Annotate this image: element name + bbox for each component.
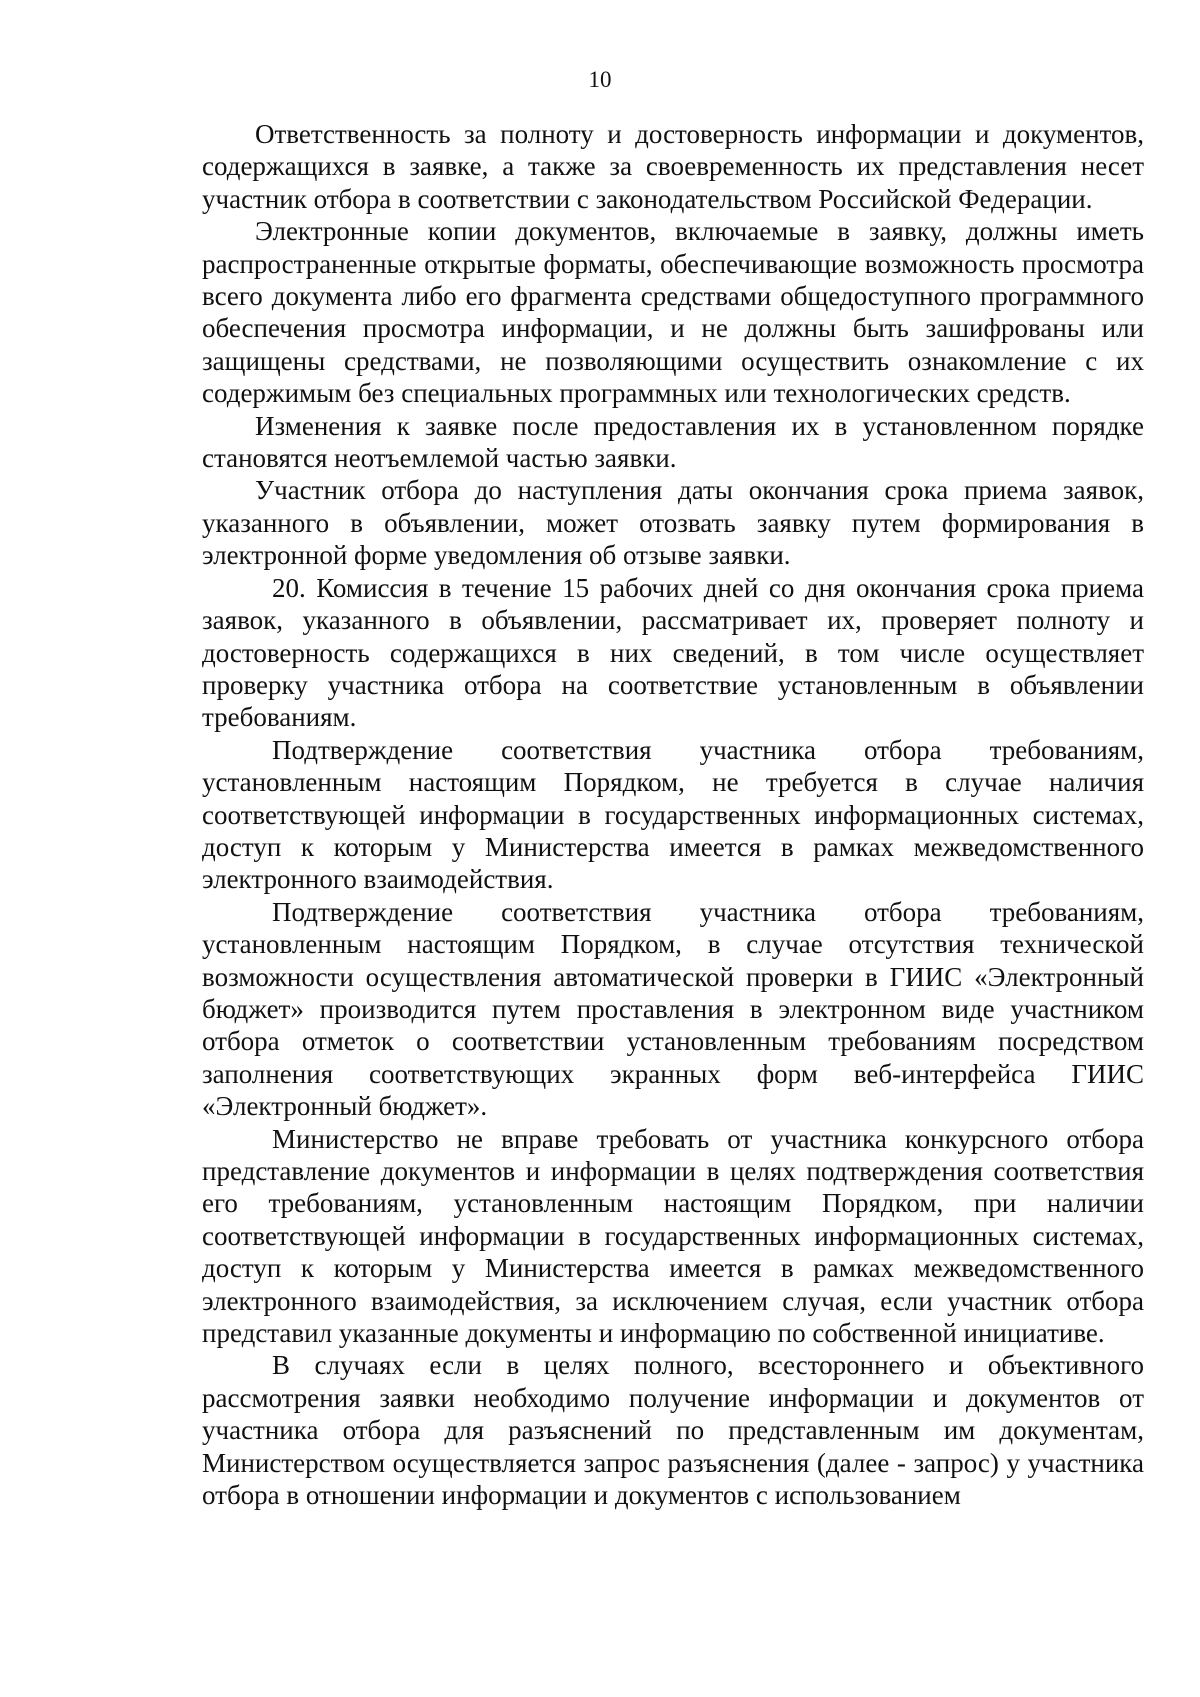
paragraph-ministry-restriction: Министерство не вправе требовать от участника конкурсного отбора представление документов и информации в целях подтверждения соответствия его требованиям, установленным настоящим Порядком, при наличии соответствующей информации в государственных информационных системах, доступ к которым у Министерства имеется в рамках межведомственного электронного взаимодействия, за исключением случая, если участник отбора представил указанные документы и информацию по собственной инициативе. — [202, 1123, 1144, 1349]
paragraph-responsibility: Ответственность за полноту и достоверность информации и документов, содержащихся в заявке, а также за своевременность их представления несет участник отбора в соответствии с законодательством Российской Федерации. — [202, 119, 1144, 214]
paragraph-application-withdrawal: Участник отбора до наступления даты окончания срока приема заявок, указанного в объявлении, может отозвать заявку путем формирования в электронной форме уведомления об отзыве заявки. — [202, 475, 1144, 571]
paragraph-electronic-copies: Электронные копии документов, включаемые в заявку, должны иметь распространенные открытые форматы, обеспечивающие возможность просмотра всего документа либо его фрагмента средствами общедоступного программного обеспечения просмотра информации, и не должны быть зашифрованы или защищены средствами, не позволяющими осуществить ознакомление с их содержимым без специальных программных или технологических средств. — [202, 216, 1144, 409]
paragraph-confirmation-not-required: Подтверждение соответствия участника отбора требованиям, установленным настоящим Порядком, не требуется в случае наличия соответствующей информации в государственных информационных системах, доступ к которым у Министерства имеется в рамках межведомственного электронного взаимодействия. — [202, 734, 1144, 895]
paragraph-clarification-request: В случаях если в целях полного, всестороннего и объективного рассмотрения заявки необходимо получение информации и документов от участника отбора для разъяснений по представленным им документам, Министерством осуществляется запрос разъяснения (далее - запрос) у участника отбора в отношении информации и документов с использованием — [202, 1350, 1144, 1511]
document-body — [202, 118, 1144, 1511]
paragraph-confirmation-giis: Подтверждение соответствия участника отбора требованиям, установленным настоящим Порядком, в случае отсутствия технической возможности осуществления автоматической проверки в ГИИС «Электронный бюджет» производится путем проставления в электронном виде участником отбора отметок о соответствии установленным требованиям посредством заполнения соответствующих экранных форм веб-интерфейса ГИИС «Электронный бюджет». — [202, 896, 1144, 1122]
paragraph-item-20: 20. Комиссия в течение 15 рабочих дней со дня окончания срока приема заявок, указанного в объявлении, рассматривает их, проверяет полноту и достоверность содержащихся в них сведений, в том числе осуществляет проверку участника отбора на соответствие установленным в объявлении требованиям. — [202, 572, 1144, 733]
paragraph-application-changes: Изменения к заявке после предоставления их в установленном порядке становятся неотъемлемой частью заявки. — [202, 410, 1144, 474]
page-number: 10 — [588, 67, 612, 92]
